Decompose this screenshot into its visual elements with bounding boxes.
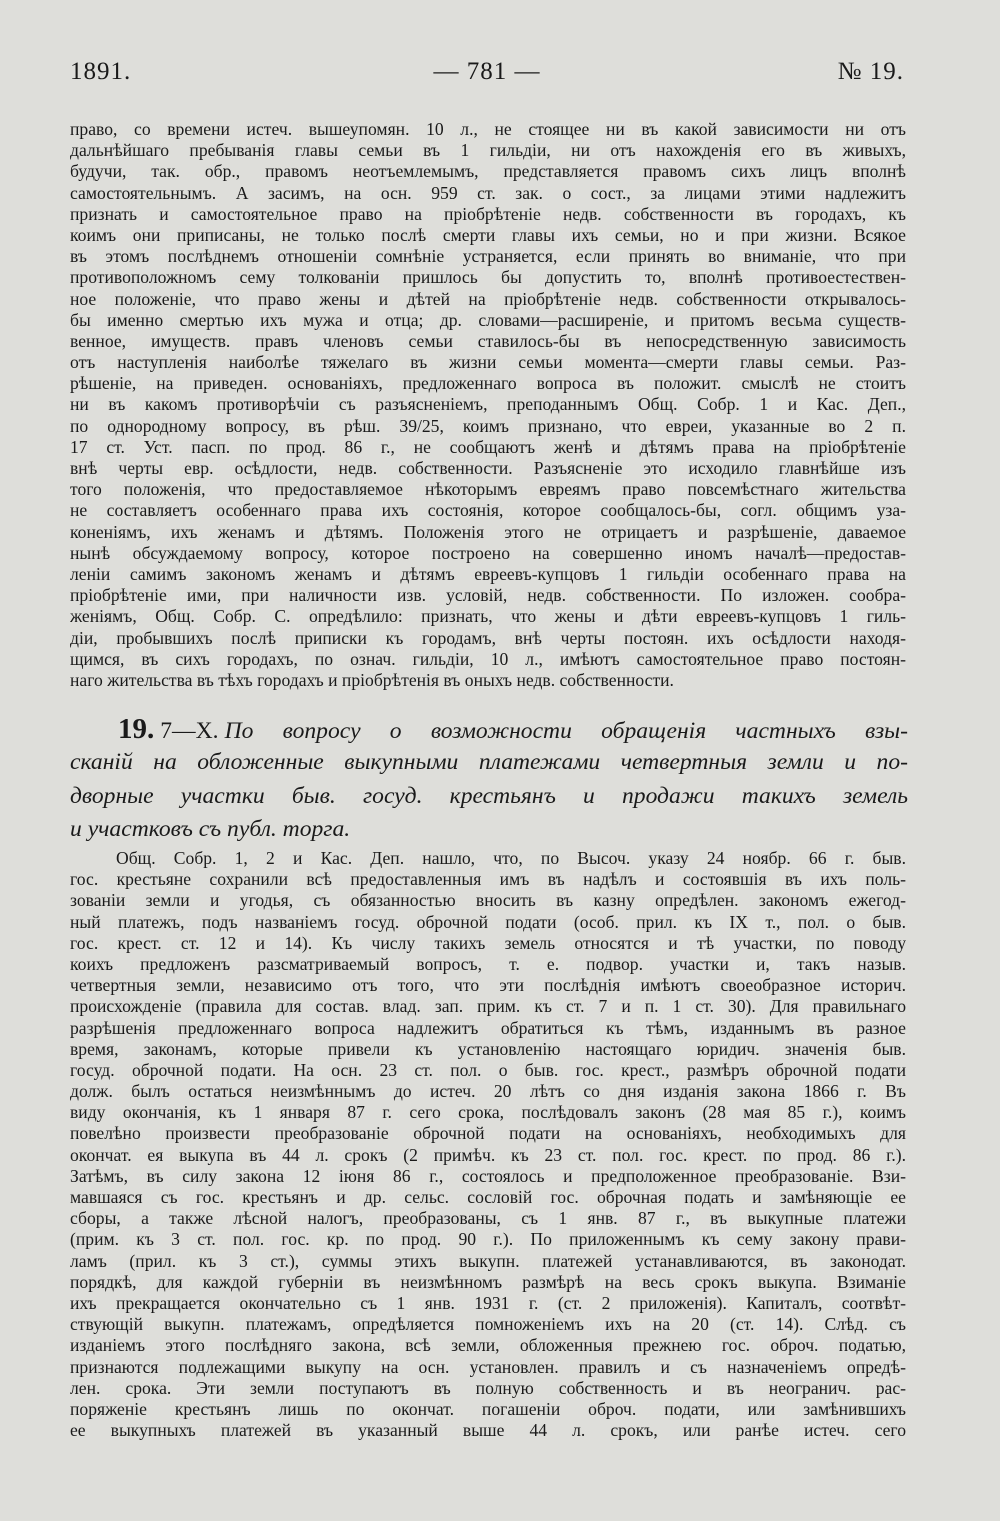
text-line: поряженіе крестьянъ лишь по окончат. погашеніи оброч. подати, или замѣнившихъ [70, 1398, 906, 1419]
text-line: самостоятельнымъ. А засимъ, на осн. 959 ст. зак. о сост., за лицами этими надлежитъ [70, 182, 906, 203]
header-issue-number: № 19. [837, 58, 904, 85]
text-line: щимся, въ сихъ городахъ, по означ. гильдіи, 10 л., имѣютъ самостоятельное право постоян- [70, 648, 906, 669]
text-line: того положенія, что предоставляемое нѣкоторымъ евреямъ право повсемѣстнаго жительства [70, 479, 906, 500]
text-line: ихъ прекращается окончательно съ 1 янв. 1931 г. (ст. 2 приложенія). Капиталъ, соотвѣт- [70, 1292, 906, 1313]
text-line: ный платежъ, подъ названіемъ госуд. оброчной подати (особ. прил. къ IX т., пол. о быв. [70, 911, 906, 932]
text-line: порядкѣ, для каждой губерніи въ неизмѣнномъ размѣрѣ на весь срокъ выкупа. Взиманіе [70, 1271, 906, 1292]
text-line: изданіемъ этого послѣдняго закона, всѣ земли, обложенныя прежнею гос. оброч. податью, [70, 1335, 906, 1356]
text-line: зованіи земли и угодья, съ обязанностью вносить въ казну опредѣлен. закономъ ежегод- [70, 890, 906, 911]
text-line: леніи самимъ закономъ женамъ и дѣтямъ евреевъ-купцовъ 1 гильдіи особеннаго права на [70, 563, 906, 584]
text-line: 17 ст. Уст. пасп. по прод. 86 г., не сообщаютъ женѣ и дѣтямъ права на пріобрѣтеніе [70, 436, 906, 457]
text-line: отъ наступленія наиболѣе тяжелаго въ жизни семьи момента—смерти главы семьи. Раз- [70, 352, 906, 373]
text-line: право, со времени истеч. вышеупомян. 10 л., не стоящее ни въ какой зависимости ни отъ [70, 119, 906, 139]
section-title-line: и участковъ съ публ. торга. [70, 816, 351, 843]
text-line: лен. срока. Эти земли поступаютъ въ полную собственность и въ неогранич. рас- [70, 1377, 906, 1398]
text-line: венное, имуществ. правъ членовъ семьи ставилось-бы въ непосредственную зависимость [70, 330, 906, 351]
text-line: будучи, так. обр., правомъ неотъемлемымъ, представляется правомъ сихъ лицъ вполнѣ [70, 161, 906, 182]
paragraph-continuation [70, 119, 906, 691]
section-title-line: сканій на обложенные выкупными платежами четвертныя земли и по- [70, 749, 908, 776]
text-line: ее выкупныхъ платежей въ указанный выше 44 л. срокъ, или ранѣе истеч. сего [70, 1420, 906, 1441]
text-line: дальнѣйшаго пребыванія главы семьи въ 1 гильдіи, ни отъ нахожденія его въ живыхъ, [70, 140, 906, 161]
text-line: бы именно смертью ихъ мужа и отца; др. словами—расширеніе, и притомъ весьма существ- [70, 309, 906, 330]
text-line: Затѣмъ, въ силу закона 12 іюня 86 г., состоялось и предположенное преобразованіе. Взи- [70, 1165, 906, 1186]
text-line: долж. былъ остаться неизмѣннымъ до истеч. 20 лѣтъ со дня изданія закона 1866 г. Въ [70, 1081, 906, 1102]
section-heading [70, 713, 908, 847]
text-line: въ этомъ послѣднемъ отношеніи сомнѣніе устраняется, если принять во вниманіе, что при [70, 246, 906, 267]
section-body-paragraph [70, 848, 906, 1441]
text-line: признать и самостоятельное право на пріобрѣтеніе недв. собственности въ городахъ, къ [70, 203, 906, 224]
text-line: разрѣшенія предложеннаго вопроса надлежитъ обратиться къ тѣмъ, изданнымъ въ разное [70, 1017, 906, 1038]
text-line: ни въ какомъ противорѣчіи съ разъясненіемъ, преподаннымъ Общ. Собр. 1 и Кас. Деп., [70, 394, 906, 415]
text-line: повелѣно произвести преобразованіе оброчной подати на основаніяхъ, необходимыхъ для [70, 1123, 906, 1144]
text-line: женіямъ, Общ. Собр. С. опредѣлило: признать, что жены и дѣти евреевъ-купцовъ 1 гиль- [70, 606, 906, 627]
text-line: ствующій выкупн. платежамъ, опредѣляется помноженіемъ ихъ на 20 (ст. 14). Слѣд. съ [70, 1314, 906, 1335]
text-line: ное положеніе, что право жены и дѣтей на пріобрѣтеніе недв. собственности открывалось- [70, 288, 906, 309]
text-line: гос. крест. ст. 12 и 14). Къ числу такихъ земель относятся и тѣ участки, по поводу [70, 932, 906, 953]
header-year: 1891. [70, 58, 132, 85]
page-header [70, 58, 904, 98]
section-date: 7—X. [160, 718, 219, 744]
text-line: внѣ черты евр. осѣдлости, недв. собственности. Разъясненіе это исходило главнѣйше изъ [70, 458, 906, 478]
section-title-line: По вопросу о возможности обращенія частныхъ взы- [224, 718, 908, 744]
text-line: коихъ предложенъ разсматриваемый вопросъ, т. е. подвор. участки и, такъ назыв. [70, 953, 906, 974]
text-line: окончат. ея выкупа въ 44 л. срокъ (2 примѣч. къ 23 ст. пол. гос. крест. по прод. 86 г.). [70, 1144, 906, 1165]
text-line: ламъ (прил. къ 3 ст.), суммы этихъ выкупн. платежей устанавливаются, въ законодат. [70, 1250, 906, 1271]
section-number: 19. [118, 713, 155, 745]
text-line: (прим. къ 3 ст. пол. гос. кр. по прод. 90 г.). По приложеннымъ къ сему закону прави- [70, 1229, 906, 1250]
text-line: сборы, а также лѣсной налогъ, преобразованы, съ 1 янв. 87 г., въ выкупные платежи [70, 1208, 906, 1229]
text-line: наго жительства въ тѣхъ городахъ и пріобрѣтенія въ оныхъ недв. собственности. [70, 669, 674, 690]
text-line: мавшаяся съ гос. крестьянъ и др. сельс. сословій гос. оброчная подать и замѣняющіе ее [70, 1187, 906, 1207]
header-page-number: — 781 — [433, 58, 541, 85]
text-line: по однородному вопросу, въ рѣш. 39/25, коимъ признано, что евреи, указанные во 2 п. [70, 415, 906, 436]
text-line: рѣшеніе, на приведен. основаніяхъ, предложеннаго вопроса въ положит. смыслѣ не стоитъ [70, 373, 906, 394]
text-line: виду окончанія, къ 1 января 87 г. сего срока, послѣдовалъ законъ (28 мая 85 г.), коимъ [70, 1102, 906, 1123]
text-line: діи, пробывшихъ послѣ приписки къ городамъ, внѣ черты постоян. ихъ осѣдлости находя- [70, 627, 906, 648]
text-line: коненіямъ, ихъ женамъ и дѣтямъ. Положенія этого не отрицаетъ и разрѣшеніе, даваемое [70, 521, 906, 542]
text-line: коимъ они приписаны, не только послѣ смерти главы ихъ семьи, но и при жизни. Всякое [70, 224, 906, 245]
text-line: не составляетъ особеннаго права ихъ состоянія, которое сообщалось-бы, согл. общимъ уза- [70, 500, 906, 521]
text-line: гос. крестьяне сохранили всѣ предоставленныя имъ въ надѣлъ и состоявшія въ ихъ поль- [70, 869, 906, 890]
text-line: противоположномъ сему толкованіи пришлось бы допустить то, вполнѣ противоестествен- [70, 267, 906, 288]
text-line: четвертныя земли, независимо отъ того, что эти послѣднія имѣютъ своеобразное историч. [70, 975, 906, 996]
text-line: происхожденіе (правила для состав. влад. зап. прим. къ ст. 7 и п. 1 ст. 30). Для правильнаго [70, 996, 906, 1017]
text-line: нынѣ обсуждаемому вопросу, которое построено на совершенно иномъ началѣ—предостав- [70, 542, 906, 563]
text-line: признаются подлежащими выкупу на осн. установлен. правилъ и съ назначеніемъ опредѣ- [70, 1356, 906, 1377]
text-line: пріобрѣтеніе ими, при наличности изв. условій, недв. собственности. По изложен. сообра- [70, 585, 906, 606]
text-line: Общ. Собр. 1, 2 и Кас. Деп. нашло, что, по Высоч. указу 24 ноябр. 66 г. быв. [116, 848, 906, 868]
section-heading-line [118, 713, 908, 746]
text-line: время, законамъ, которые привели къ установленію настоящаго юридич. значенія быв. [70, 1038, 906, 1059]
text-line: госуд. оброчной подати. На осн. 23 ст. пол. о быв. гос. крест., размѣръ оброчной подати [70, 1059, 906, 1080]
section-title-line: дворные участки быв. госуд. крестьянъ и продажи такихъ земель [70, 782, 908, 809]
